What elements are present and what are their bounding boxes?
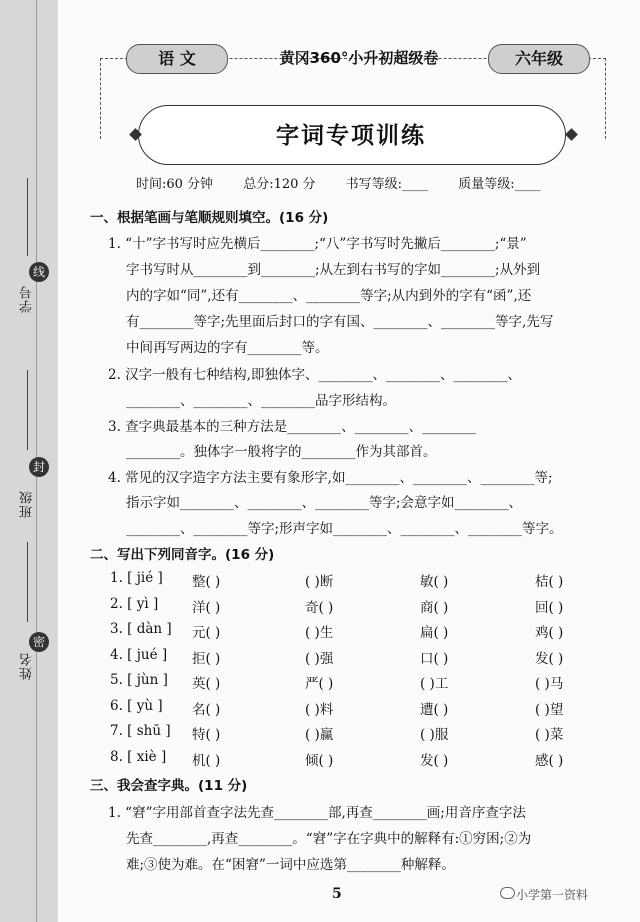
homophone-blank: 敏( ) (420, 574, 449, 590)
page-title: 字词专项训练 (276, 123, 426, 149)
homophone-pinyin: 3. [ dàn ] (110, 621, 172, 637)
series-title: 黄冈360°小升初超级卷 (279, 49, 439, 67)
name-label: 姓名 (20, 652, 35, 680)
homophone-blank: ( )赢 (305, 727, 334, 743)
homophone-blank: 倾( ) (305, 752, 334, 769)
homophone-blank: ( )工 (420, 676, 449, 692)
homophone-blank: 发( ) (420, 752, 449, 769)
s1-line-11: 指示字如________、________、________等字;会意字如________、 (126, 495, 523, 511)
homophone-blank: 感( ) (535, 752, 564, 769)
homophone-pinyin: 1. [ jié ] (110, 570, 163, 586)
homophone-blank: 元( ) (192, 625, 221, 641)
wechat-icon (500, 887, 515, 899)
section3-heading: 三、我会查字典。(11 分) (90, 778, 248, 794)
s1-line-8: 3. 查字典最基本的三种方法是________、________、________ (108, 419, 477, 435)
meta-quality-grade: 质量等级:____ (458, 177, 541, 192)
s1-line-5: 中间再写两边的字有________等。 (126, 340, 329, 356)
s3-line-1: 1. “窘”字用部首查字法先查________部,再查________画;用音序查字法 (108, 805, 526, 821)
s1-line-6: 2. 汉字一般有七种结构,即独体字、________、________、________、 (108, 367, 521, 383)
s1-line-7: ________、________、________品字形结构。 (126, 393, 396, 409)
seal-xian: 线 (29, 262, 49, 282)
homophone-blank: ( )料 (305, 701, 334, 718)
page-number: 5 (332, 886, 342, 902)
homophone-blank: 整( ) (192, 574, 221, 590)
homophone-blank: 名( ) (192, 701, 221, 718)
homophone-blank: ( )望 (535, 701, 564, 718)
meta-total: 总分:120 分 (243, 177, 316, 192)
homophone-pinyin: 2. [ yì ] (110, 595, 159, 612)
homophone-blank: 遭( ) (420, 701, 449, 718)
homophone-blank: 奇( ) (305, 599, 334, 616)
meta-time: 时间:60 分钟 (136, 177, 214, 192)
class-line (27, 370, 28, 450)
section1-heading: 一、根据笔画与笔顺规则填空。(16 分) (90, 210, 329, 226)
homophone-blank: 洋( ) (192, 599, 221, 616)
homophone-pinyin: 7. [ shū ] (110, 723, 171, 739)
homophone-blank: 桔( ) (535, 574, 564, 590)
homophone-blank: 扁( ) (420, 625, 449, 641)
watermark: 小学第一资料 (516, 888, 589, 902)
homophone-blank: 商( ) (420, 599, 449, 616)
homophone-pinyin: 8. [ xiè ] (110, 748, 167, 765)
class-label: 班级 (20, 490, 35, 518)
name-line (27, 542, 28, 622)
student-id-line (27, 178, 28, 256)
s1-line-3: 内的字如“同”,还有________、________等字;从内到外的字有“函”,还 (126, 288, 532, 304)
homophone-blank: 拒( ) (192, 650, 221, 667)
seal-feng: 封 (29, 457, 49, 477)
homophone-blank: 特( ) (192, 727, 221, 743)
s3-line-3: 难;③使为难。在“困窘”一词中应选第________种解释。 (126, 857, 455, 873)
seal-mi: 密 (29, 632, 49, 652)
s1-line-4: 有________等字;先里面后封口的字有国、________、________等字,先写 (126, 314, 554, 330)
section2-heading: 二、写出下列同音字。(16 分) (90, 547, 275, 563)
homophone-blank: 回( ) (535, 599, 564, 616)
s1-line-10: 4. 常见的汉字造字方法主要有象形字,如________、________、________等; (108, 470, 553, 486)
homophone-blank: 机( ) (192, 752, 221, 769)
homophone-blank: ( )菜 (535, 727, 564, 743)
student-id-label: 学号 (20, 285, 35, 313)
binding-strip (0, 0, 58, 922)
homophone-pinyin: 5. [ jùn ] (110, 672, 168, 688)
grade-badge: 六年级 (488, 44, 590, 74)
homophone-blank: ( )断 (305, 574, 334, 590)
subject-badge: 语 文 (126, 44, 228, 74)
homophone-pinyin: 6. [ yù ] (110, 697, 163, 714)
homophone-blank: ( )马 (535, 676, 564, 692)
homophone-blank: 口( ) (420, 650, 449, 667)
s3-line-2: 先查________,再查________。“窘”字在字典中的解释有:①穷困;②为 (126, 831, 532, 847)
s1-line-1: 1. “十”字书写时应先横后________;“八”字书写时先撇后________;“景” (108, 236, 527, 252)
homophone-blank: ( )强 (305, 650, 334, 667)
homophone-blank: 英( ) (192, 676, 221, 692)
homophone-blank: ( )生 (305, 625, 334, 641)
meta-writing-grade: 书写等级:____ (345, 177, 429, 192)
homophone-blank: 发( ) (535, 650, 564, 667)
exam-meta (136, 173, 567, 192)
s1-line-9: ________。独体字一般将字的________作为其部首。 (126, 444, 437, 460)
homophone-pinyin: 4. [ jué ] (110, 646, 168, 663)
homophone-blank: ( )服 (420, 727, 449, 743)
homophone-blank: 严( ) (305, 676, 334, 692)
s1-line-12: ________、________等字;形声字如________、________、________等字。 (126, 521, 563, 537)
s1-line-2: 字书写时从________到________;从左到右书写的字如________;从外到 (126, 262, 541, 278)
homophone-blank: 鸡( ) (535, 625, 564, 641)
